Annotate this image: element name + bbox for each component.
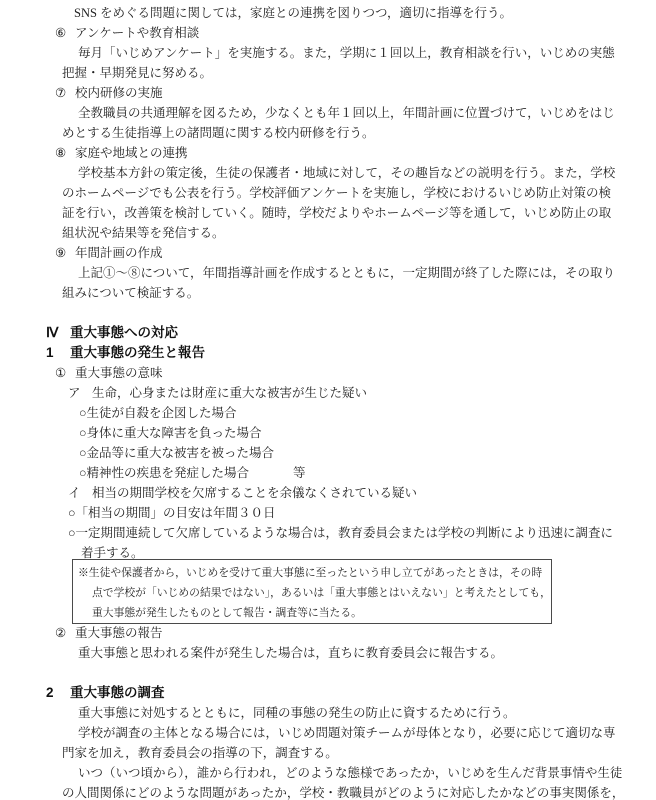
- text-segment: めとする生徒指導上の諸問題に関する校内研修を行う。: [62, 126, 375, 140]
- text-line: [0, 783, 656, 800]
- text-segment: 点で学校が「いじめの結果ではない」，あるいは「重大事態とはいえない」と考えたとしても，: [92, 587, 551, 599]
- text-segment: 上記①～⑧について，年間指導計画を作成するとともに，一定期間が終了した際には，その取り: [78, 266, 616, 280]
- text-segment: アンケートや教育相談: [75, 26, 200, 40]
- text-line: [0, 443, 656, 463]
- text-line: [0, 243, 656, 263]
- text-segment: ○一定期間連続して欠席しているような場合は，教育委員会または学校の判断により迅速に調査に: [68, 526, 614, 540]
- text-line: [0, 263, 656, 283]
- text-segment: 重大事態の調査: [70, 685, 165, 700]
- text-line: [0, 283, 656, 303]
- text-segment: 組みについて検証する。: [62, 286, 200, 300]
- text-segment: 把握・早期発見に努める。: [62, 66, 213, 80]
- text-line: [0, 403, 656, 423]
- text-segment: ⑨: [55, 246, 67, 260]
- text-segment: 1: [46, 345, 54, 360]
- text-segment: 門家を加え，教育委員会の指導の下，調査する。: [62, 746, 338, 760]
- text-segment: 相当の期間学校を欠席することを余儀なくされている疑い: [92, 486, 418, 500]
- text-line: [0, 143, 656, 163]
- text-line: [0, 83, 656, 103]
- text-line: [0, 583, 656, 603]
- text-line: [0, 223, 656, 243]
- text-line: [0, 623, 656, 643]
- text-line: [0, 43, 656, 63]
- text-segment: 重大事態への対応: [70, 325, 178, 340]
- text-segment: イ: [68, 486, 81, 500]
- text-segment: Ⅳ: [46, 325, 59, 340]
- text-segment: ⑥: [55, 26, 67, 40]
- text-segment: 全教職員の共通理解を図るため，少なくとも年１回以上，年間計画に位置づけて，いじめをはじ: [78, 106, 615, 120]
- text-segment: ○「相当の期間」の目安は年間３０日: [68, 506, 276, 520]
- text-line: [0, 603, 656, 623]
- text-segment: ○生徒が自殺を企図した場合: [79, 406, 237, 420]
- text-segment: 毎月「いじめアンケート」を実施する。また，学期に１回以上，教育相談を行い，いじめの実態: [78, 46, 615, 60]
- text-line: [0, 463, 656, 483]
- heading-line: [0, 683, 656, 703]
- text-segment: 重大事態に対処するとともに，同種の事態の発生の防止に資するために行う。: [78, 706, 516, 720]
- text-segment: ○金品等に重大な被害を被った場合: [79, 446, 275, 460]
- text-line: [0, 163, 656, 183]
- text-segment: 校内研修の実施: [75, 86, 163, 100]
- text-line: [0, 503, 656, 523]
- text-line: [0, 723, 656, 743]
- text-line: [0, 643, 656, 663]
- text-segment: の人間関係にどのような問題があったか，学校・教職員がどのように対応したかなどの事実関係を，: [62, 786, 625, 800]
- text-segment: 組状況や結果等を発信する。: [62, 226, 225, 240]
- text-segment: 重大事態と思われる案件が発生した場合は，直ちに教育委員会に報告する。: [78, 646, 504, 660]
- text-line: [0, 543, 656, 563]
- text-line: [0, 123, 656, 143]
- text-line: [0, 103, 656, 123]
- text-segment: 等: [293, 466, 306, 480]
- text-segment: 生命，心身または財産に重大な被害が生じた疑い: [92, 386, 368, 400]
- text-segment: ※生徒や保護者から，いじめを受けて重大事態に至ったという申し立てがあったときは，その時: [78, 567, 543, 579]
- text-segment: 証を行い，改善策を検討していく。随時，学校だよりやホームページ等を通して，いじめ防止の取: [62, 206, 612, 220]
- text-segment: ①: [55, 366, 67, 380]
- text-line: [0, 383, 656, 403]
- text-segment: 重大事態が発生したものとして報告・調査等に当たる。: [92, 607, 362, 619]
- text-segment: ア: [68, 386, 81, 400]
- text-line: [0, 423, 656, 443]
- text-line: [0, 703, 656, 723]
- heading-line: [0, 343, 656, 363]
- text-segment: SNS をめぐる問題に関しては，家庭との連携を図りつつ，適切に指導を行う。: [74, 6, 513, 20]
- text-segment: 学校基本方針の策定後，生徒の保護者・地域に対して，その趣旨などの説明を行う。また，学校: [78, 166, 616, 180]
- text-segment: ○精神性の疾患を発症した場合: [79, 466, 250, 480]
- text-line: [0, 23, 656, 43]
- text-line: [0, 483, 656, 503]
- text-segment: いつ（いつ頃から），誰から行われ，どのような態様であったか，いじめを生んだ背景事情や生徒: [78, 766, 623, 780]
- text-segment: のホームページでも公表を行う。学校評価アンケートを実施し，学校におけるいじめ防止対策の検: [62, 186, 612, 200]
- text-line: [0, 183, 656, 203]
- text-segment: ⑧: [55, 146, 67, 160]
- text-line: [0, 63, 656, 83]
- text-segment: 重大事態の報告: [75, 626, 163, 640]
- text-line: [0, 3, 656, 23]
- text-segment: 家庭や地域との連携: [75, 146, 188, 160]
- text-segment: 着手する。: [81, 546, 144, 560]
- text-segment: 学校が調査の主体となる場合には，いじめ問題対策チームが母体となり，必要に応じて適切な専: [78, 726, 616, 740]
- text-segment: ⑦: [55, 86, 67, 100]
- text-line: [0, 563, 656, 583]
- text-line: [0, 763, 656, 783]
- text-line: [0, 523, 656, 543]
- text-line: [0, 363, 656, 383]
- text-segment: 重大事態の発生と報告: [70, 345, 205, 360]
- text-line: [0, 203, 656, 223]
- text-line: [0, 743, 656, 763]
- text-segment: ○身体に重大な障害を負った場合: [79, 426, 262, 440]
- text-segment: 重大事態の意味: [75, 366, 163, 380]
- text-segment: 2: [46, 685, 54, 700]
- text-segment: ②: [55, 626, 67, 640]
- heading-line: [0, 323, 656, 343]
- text-segment: 年間計画の作成: [75, 246, 163, 260]
